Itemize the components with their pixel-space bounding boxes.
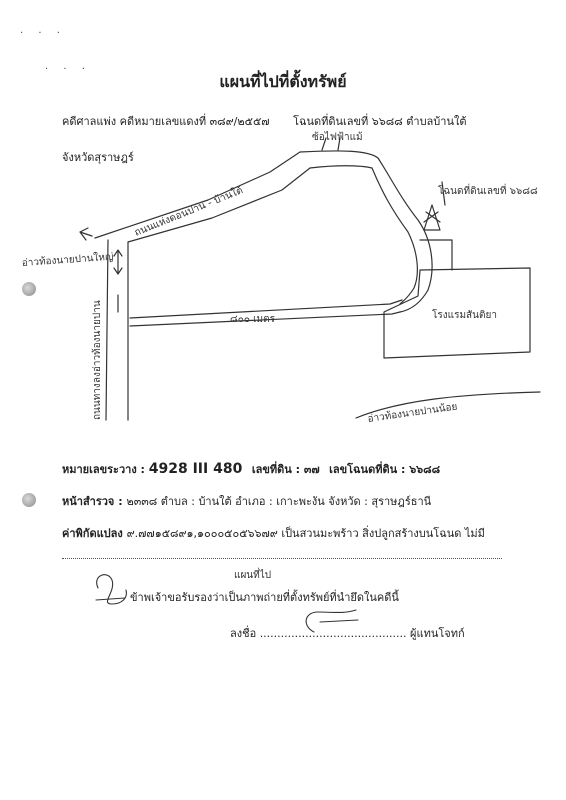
province-line: จังหวัดสุราษฎร์ xyxy=(62,151,134,164)
resort-label: โรงแรมสันติยา xyxy=(432,310,497,321)
certification-line: ข้าพเจ้าขอรับรองว่าเป็นภาพถ่ายที่ตั้งทรัพย์ที่นำยึดในคดีนี้ xyxy=(130,591,399,604)
vertical-road-label: ถนนทางลงอ่าวท้องนายปาน xyxy=(92,300,103,420)
distance-label: ๘๐๐ เมตร xyxy=(230,314,275,325)
road-label-upper: ถนนแห่งดอนปาน - บ้านใต้ xyxy=(133,185,245,239)
scan-dots-top: · · · xyxy=(20,28,66,39)
deed-label: โฉนดที่ดินเลขที่ ๖๖๘๘ ตำบลบ้านใต้ xyxy=(293,115,467,128)
bay-label-south: อ่าวท้องนายปานน้อย xyxy=(366,401,459,425)
coordinates-line: ค่าพิกัดแปลง ๙.๗๗๑๕๘๙๑,๑๐๐๐๕๐๕๖๖๗๙ เป็นสวนมะพร้าว สิ่งปลูกสร้างบนโฉนด ไม่มี xyxy=(62,527,485,540)
deed-label-map: โฉนดที่ดินเลขที่ ๖๖๘๘ xyxy=(438,186,538,197)
map-sheet-line: หมายเลขระวาง : 4928 III 480 เลขที่ดิน : ๓๗ เลขโฉนดที่ดิน : ๖๖๘๘ xyxy=(62,461,441,477)
scan-dots-mid: · · · xyxy=(45,64,91,75)
place-label-top: ซ้อไฟฟ้าแม้ xyxy=(312,132,363,143)
case-label: คดีศาลแพ่ง คดีหมายเลขแดงที่ ๓๘๙/๒๕๕๗ xyxy=(62,115,270,128)
map-sheet-number: 4928 III 480 xyxy=(148,461,243,477)
survey-line: หน้าสำรวจ : ๒๓๓๘ ตำบล : บ้านใต้ อำเภอ : เกาะพะงัน จังหวัด : สุราษฎร์ธานี xyxy=(62,495,432,508)
place-label-west-bay: อ่าวท้องนายปานใหญ่ xyxy=(21,251,114,269)
signature-line: ลงชื่อ .......................................... ผู้แทนโจทก์ xyxy=(230,627,465,640)
document-title: แผนที่ไปที่ตั้งทรัพย์ xyxy=(219,72,347,91)
handwritten-note: แผนที่ไป xyxy=(234,570,272,581)
